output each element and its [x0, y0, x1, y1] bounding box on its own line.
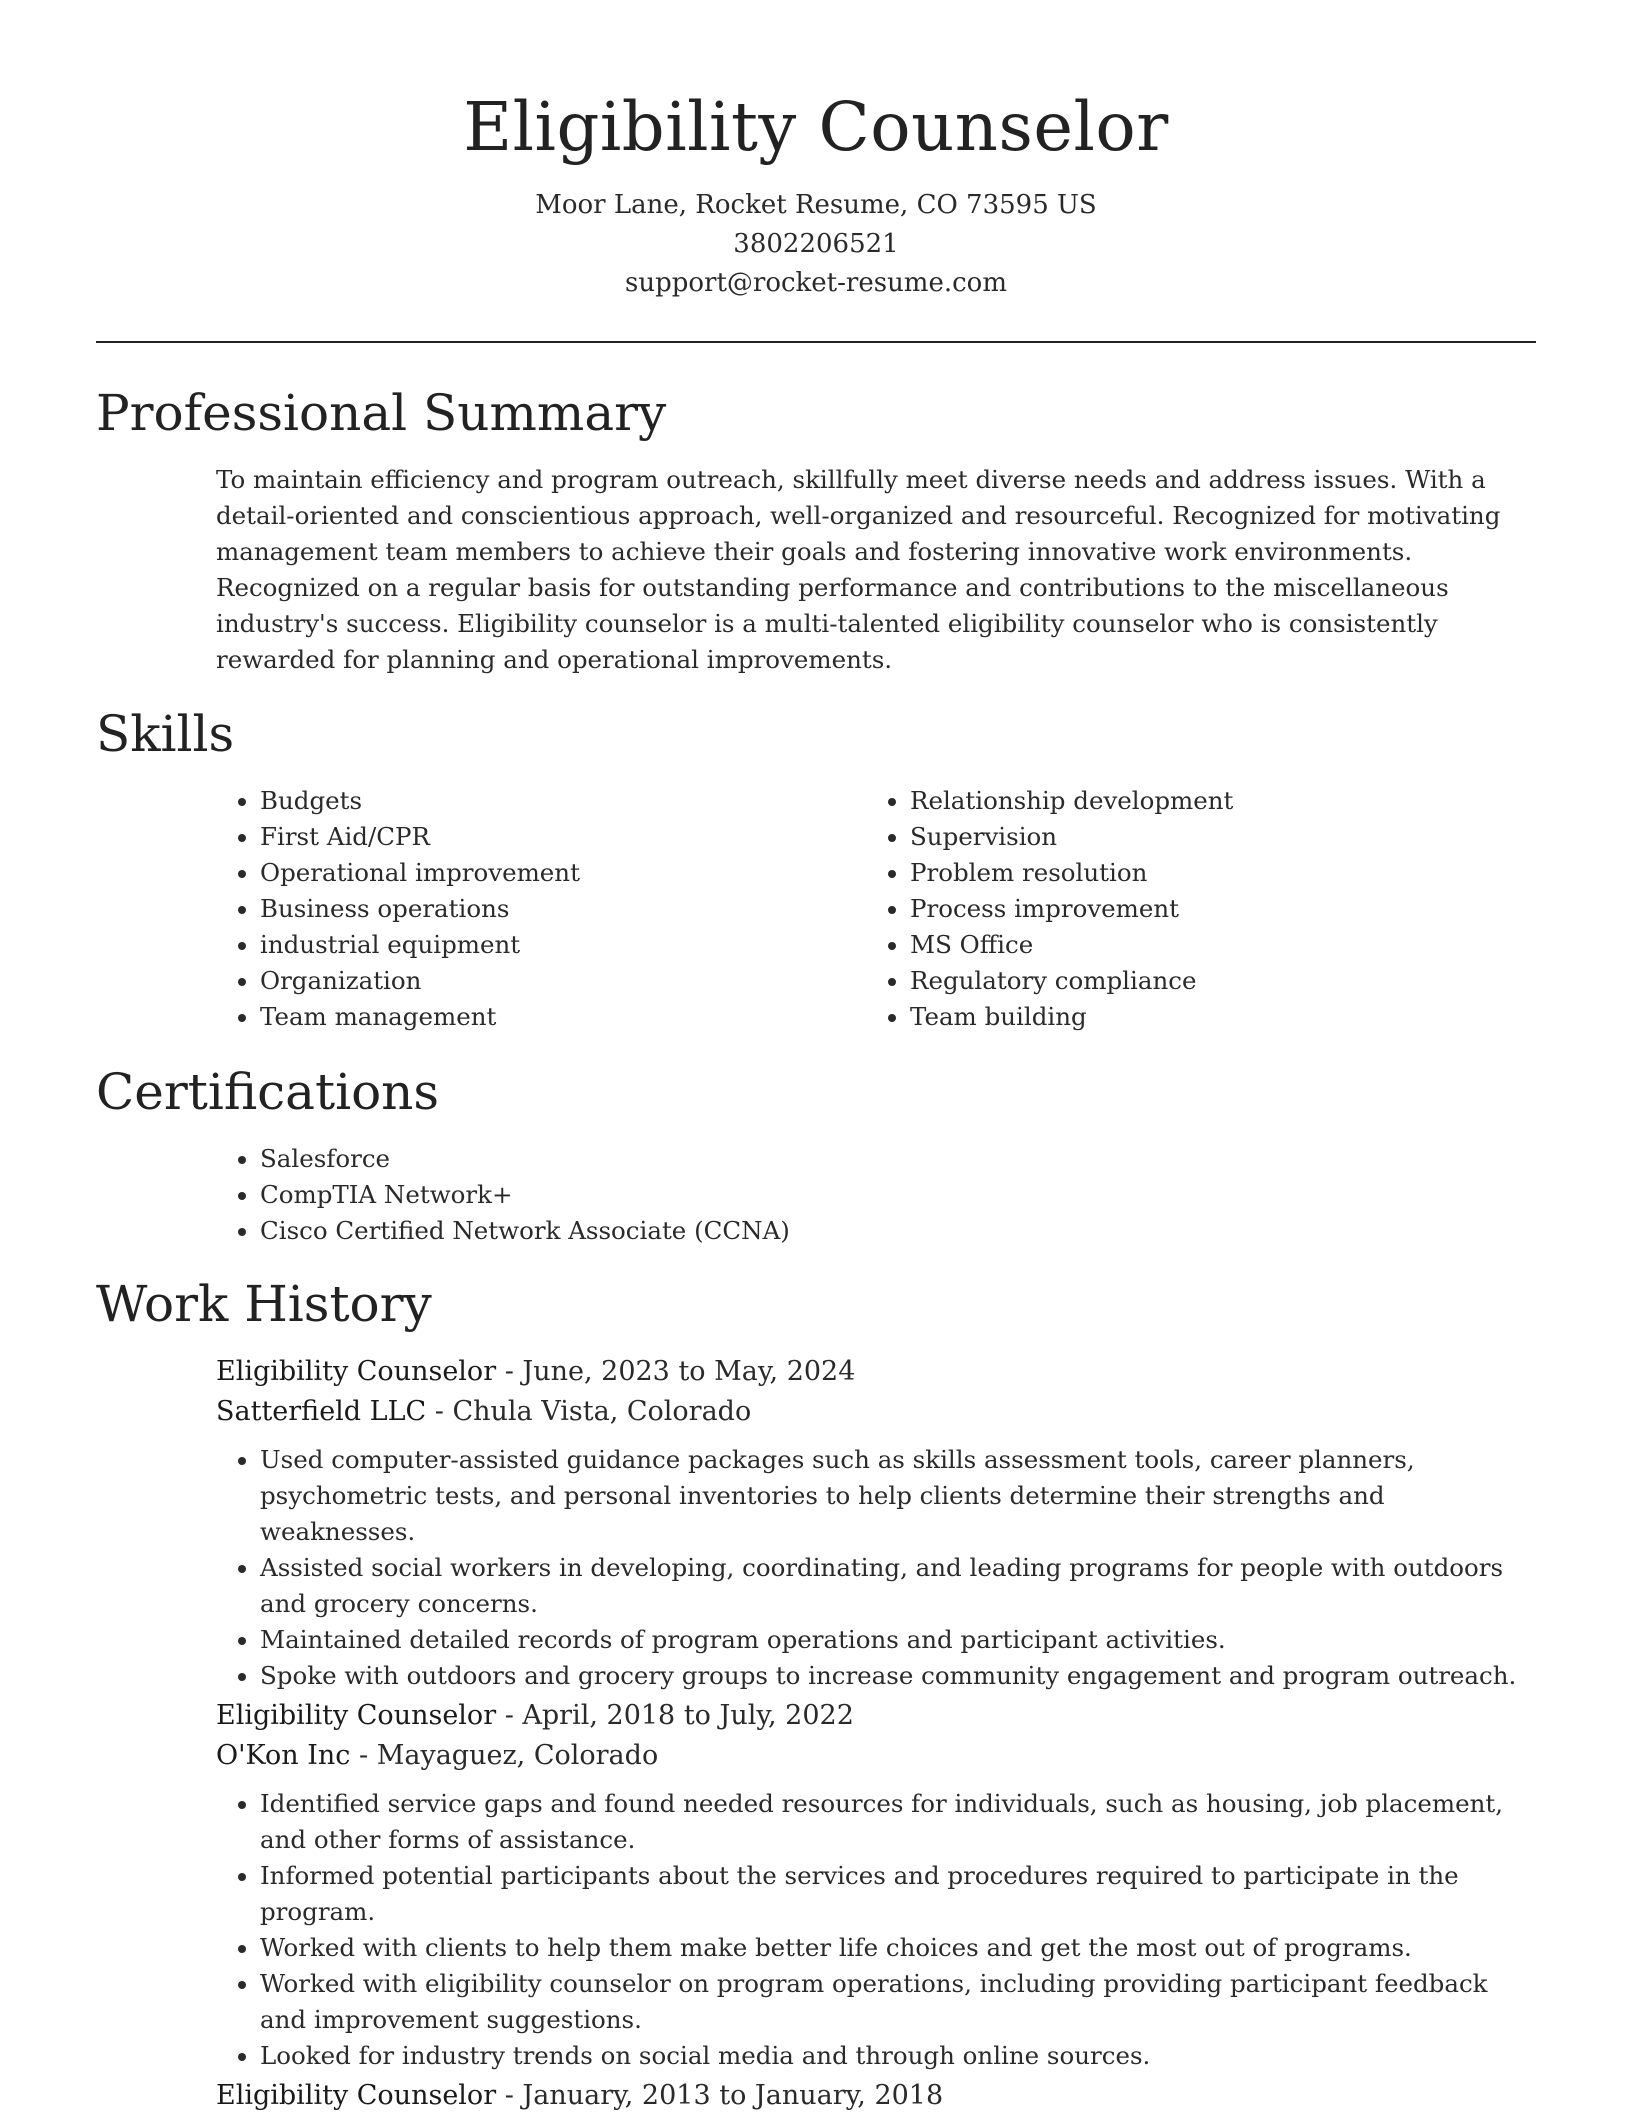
- job-duty: • Used computer-assisted guidance packages such as skills assessment tools, career planners, psychometric tests, and personal inventories to help clients determine their strengths and weaknesses.: [260, 1442, 1536, 1550]
- job-duty: • Worked with eligibility counselor on program operations, including providing participant feedback and improvement suggestions.: [260, 1966, 1536, 2038]
- job-company: O'Kon Inc: [216, 1740, 351, 1771]
- job-duties: [216, 1786, 1536, 2074]
- header-divider: [96, 341, 1536, 343]
- summary-heading: Professional Summary: [96, 384, 667, 442]
- skills-list: [216, 783, 1536, 1035]
- skills-heading: Skills: [96, 705, 235, 763]
- job-duty: • Identified service gaps and found needed resources for individuals, such as housing, job placement, and other forms of assistance.: [260, 1786, 1536, 1858]
- skill-item: • Budgets: [260, 783, 866, 819]
- certification-item: • Cisco Certified Network Associate (CCNA): [260, 1213, 1536, 1249]
- job-title-line: [216, 1696, 1536, 1736]
- job-role: Eligibility Counselor: [216, 2080, 497, 2111]
- skill-item: • Operational improvement: [260, 855, 866, 891]
- job-dates: - April, 2018 to July, 2022: [496, 1700, 854, 1731]
- candidate-name: Eligibility Counselor: [463, 88, 1169, 166]
- job-duty: • Spoke with outdoors and grocery groups to increase community engagement and program outreach.: [260, 1658, 1536, 1694]
- job-duties: [216, 1442, 1536, 1694]
- job-duty: • Maintained detailed records of program operations and participant activities.: [260, 1622, 1536, 1658]
- address: Moor Lane, Rocket Resume, CO 73595 US: [535, 190, 1097, 220]
- email: support@rocket-resume.com: [624, 268, 1007, 298]
- job-location: - Mayaguez, Colorado: [350, 1740, 659, 1771]
- job-entry: [216, 1696, 1536, 2074]
- job-entry: [216, 2076, 1536, 2116]
- skill-item: • Team management: [260, 999, 866, 1035]
- job-entry: [216, 1352, 1536, 1694]
- skills-column-right: [866, 783, 1516, 1035]
- job-title-line: [216, 2076, 1536, 2116]
- job-role: Eligibility Counselor: [216, 1356, 497, 1387]
- skill-item: • MS Office: [910, 927, 1516, 963]
- resume-header: [0, 0, 1632, 303]
- job-duty: • Worked with clients to help them make better life choices and get the most out of programs.: [260, 1930, 1536, 1966]
- skill-item: • Relationship development: [910, 783, 1516, 819]
- job-company-line: [216, 1392, 1536, 1432]
- job-company-line: [216, 1736, 1536, 1776]
- certifications-heading: Certifications: [96, 1063, 440, 1121]
- work-history-heading: Work History: [96, 1275, 432, 1333]
- skill-item: • Supervision: [910, 819, 1516, 855]
- certifications-list: [216, 1141, 1536, 1249]
- job-duty: • Looked for industry trends on social media and through online sources.: [260, 2038, 1536, 2074]
- skill-item: • Business operations: [260, 891, 866, 927]
- job-dates: - June, 2023 to May, 2024: [496, 1356, 856, 1387]
- skill-item: • Process improvement: [910, 891, 1516, 927]
- skills-column-left: [216, 783, 866, 1035]
- job-role: Eligibility Counselor: [216, 1700, 497, 1731]
- contact-info: [0, 186, 1632, 303]
- skill-item: • Problem resolution: [910, 855, 1516, 891]
- job-company: Satterfield LLC: [216, 1396, 427, 1427]
- skill-item: • industrial equipment: [260, 927, 866, 963]
- job-duty: • Assisted social workers in developing, coordinating, and leading programs for people with outdoors and grocery concerns.: [260, 1550, 1536, 1622]
- skill-item: • Organization: [260, 963, 866, 999]
- phone: 3802206521: [733, 229, 899, 259]
- certification-item: • Salesforce: [260, 1141, 1536, 1177]
- certification-item: • CompTIA Network+: [260, 1177, 1536, 1213]
- job-location: - Chula Vista, Colorado: [426, 1396, 752, 1427]
- skill-item: • Regulatory compliance: [910, 963, 1516, 999]
- summary-text: To maintain efficiency and program outreach, skillfully meet diverse needs and address issues. With a detail-oriented and conscientious approach, well-organized and resourceful. Recognized for motivating management team members to achieve their goals and fostering innovative work environments. Recognized on a regular basis for outstanding performance and contributions to the miscellaneous industry's success. Eligibility counselor is a multi-talented eligibility counselor who is consistently rewarded for planning and operational improvements.: [216, 465, 1501, 674]
- skill-item: • Team building: [910, 999, 1516, 1035]
- job-duty: • Informed potential participants about the services and procedures required to participate in the program.: [260, 1858, 1536, 1930]
- job-dates: - January, 2013 to January, 2018: [496, 2080, 944, 2111]
- job-title-line: [216, 1352, 1536, 1392]
- skill-item: • First Aid/CPR: [260, 819, 866, 855]
